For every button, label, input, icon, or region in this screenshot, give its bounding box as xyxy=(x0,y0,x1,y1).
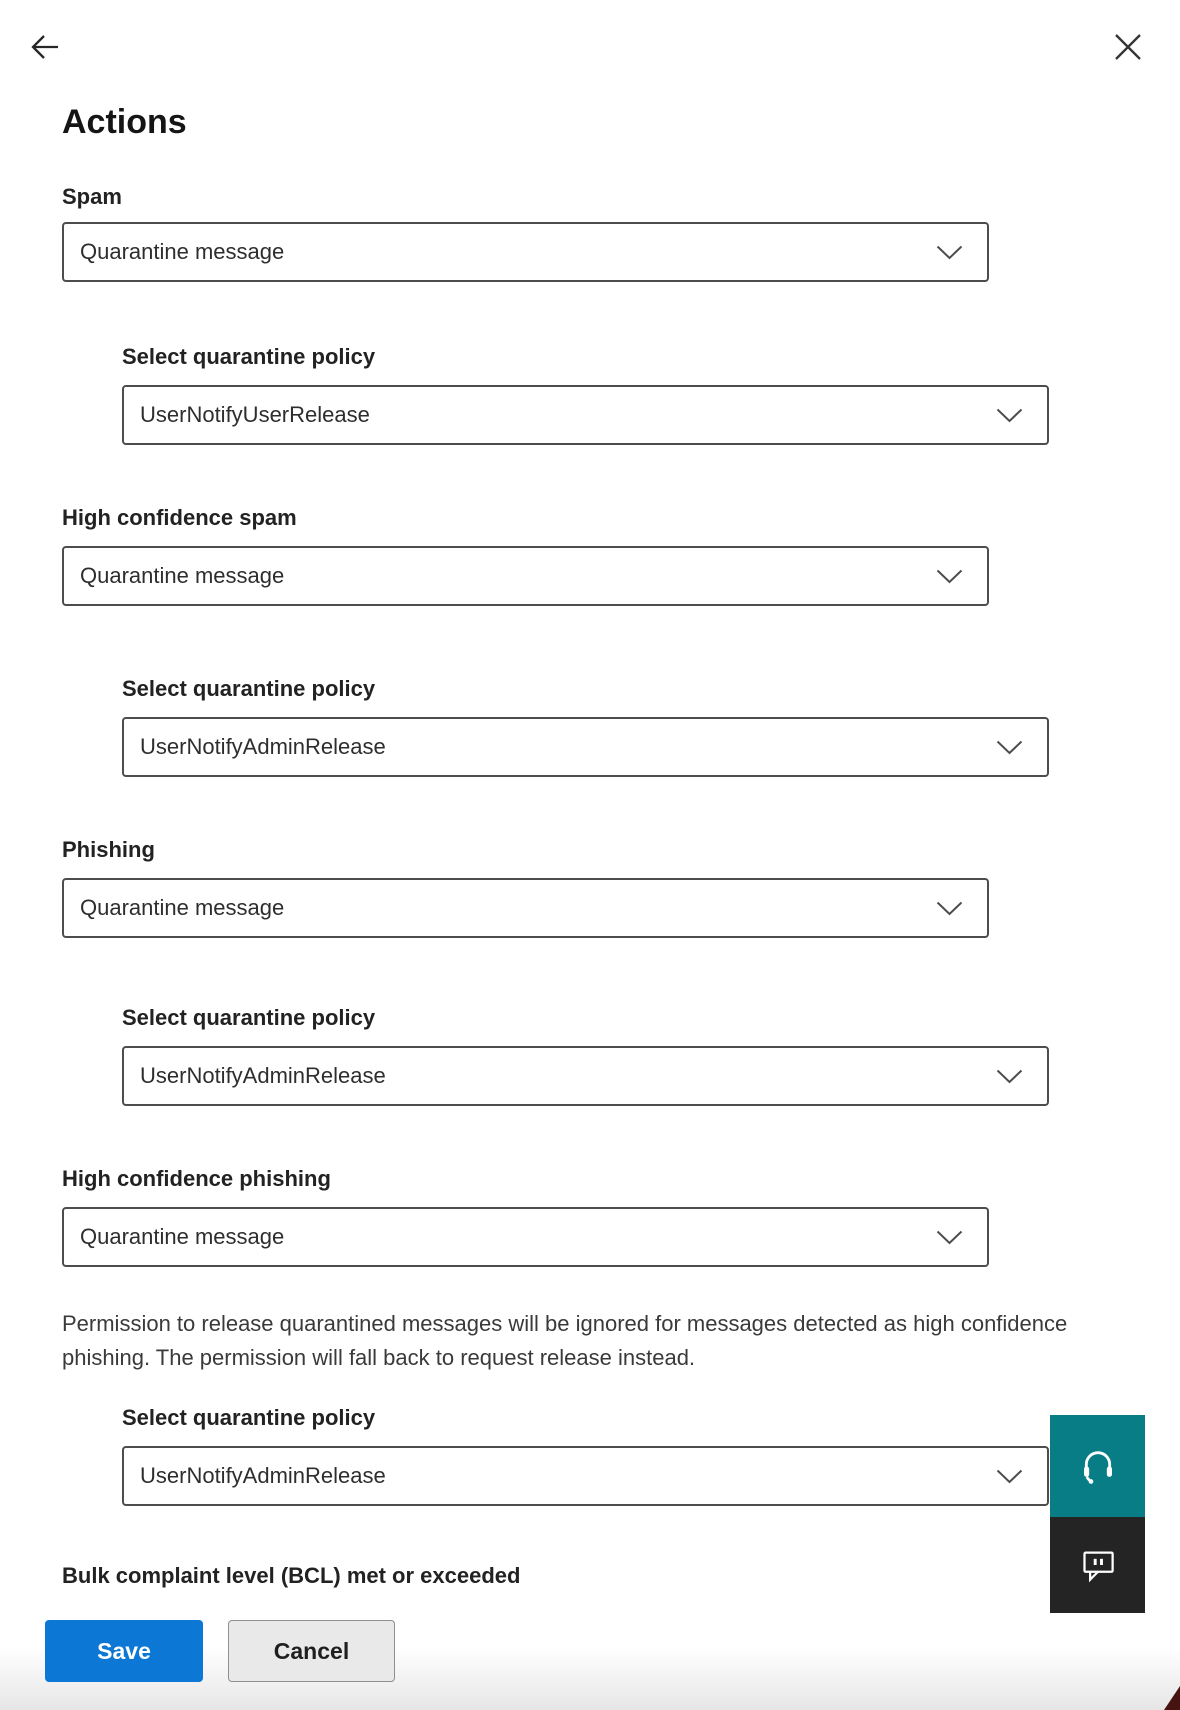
spam-action-dropdown[interactable] xyxy=(62,222,989,282)
spam-policy-value: UserNotifyUserRelease xyxy=(140,402,370,427)
phishing-policy-label: Select quarantine policy xyxy=(122,1005,376,1030)
arrow-left-icon xyxy=(27,29,63,65)
high-confidence-spam-policy-value: UserNotifyAdminRelease xyxy=(140,734,386,759)
chevron-down-icon xyxy=(996,740,1023,755)
chevron-down-icon xyxy=(936,569,963,584)
high-confidence-spam-action-dropdown[interactable] xyxy=(62,546,989,606)
feedback-button[interactable] xyxy=(1050,1517,1145,1613)
chevron-down-icon xyxy=(936,901,963,916)
high-confidence-phishing-action-value: Quarantine message xyxy=(80,1224,285,1249)
footer-command-bar xyxy=(0,1589,1180,1710)
headset-icon xyxy=(1078,1446,1118,1486)
chevron-down-icon xyxy=(936,245,963,260)
cancel-button[interactable]: Cancel xyxy=(228,1620,395,1682)
high-confidence-phishing-quarantine-policy-dropdown[interactable] xyxy=(122,1446,1049,1506)
high-confidence-phishing-policy-label: Select quarantine policy xyxy=(122,1405,376,1430)
chevron-down-icon xyxy=(996,408,1023,423)
high-confidence-phishing-note: Permission to release quarantined messages will be ignored for messages detected as high confidence phishing. The permission will fall back to request release instead. xyxy=(62,1311,1068,1370)
high-confidence-spam-action-value: Quarantine message xyxy=(80,563,285,588)
section-label-spam: Spam xyxy=(62,184,122,209)
back-button[interactable] xyxy=(27,29,63,65)
close-button[interactable] xyxy=(1114,33,1142,61)
save-button[interactable]: Save xyxy=(45,1620,203,1682)
section-label-bulk-complaint-level: Bulk complaint level (BCL) met or exceeded xyxy=(62,1563,521,1588)
page-title: Actions xyxy=(62,103,187,141)
chevron-down-icon xyxy=(996,1469,1023,1484)
spam-policy-label: Select quarantine policy xyxy=(122,344,376,369)
close-icon xyxy=(1114,33,1142,61)
high-confidence-phishing-action-dropdown[interactable] xyxy=(62,1207,989,1267)
phishing-policy-value: UserNotifyAdminRelease xyxy=(140,1063,386,1088)
high-confidence-spam-policy-label: Select quarantine policy xyxy=(122,676,376,701)
phishing-action-value: Quarantine message xyxy=(80,895,285,920)
spam-quarantine-policy-dropdown[interactable] xyxy=(122,385,1049,445)
section-label-high-confidence-spam: High confidence spam xyxy=(62,505,297,530)
high-confidence-phishing-policy-value: UserNotifyAdminRelease xyxy=(140,1463,386,1488)
feedback-bubble-icon xyxy=(1080,1547,1116,1583)
help-button[interactable] xyxy=(1050,1415,1145,1517)
chevron-down-icon xyxy=(996,1069,1023,1084)
chevron-down-icon xyxy=(936,1230,963,1245)
section-label-high-confidence-phishing: High confidence phishing xyxy=(62,1166,331,1191)
phishing-action-dropdown[interactable] xyxy=(62,878,989,938)
spam-action-value: Quarantine message xyxy=(80,239,285,264)
high-confidence-spam-quarantine-policy-dropdown[interactable] xyxy=(122,717,1049,777)
phishing-quarantine-policy-dropdown[interactable] xyxy=(122,1046,1049,1106)
section-label-phishing: Phishing xyxy=(62,837,155,862)
